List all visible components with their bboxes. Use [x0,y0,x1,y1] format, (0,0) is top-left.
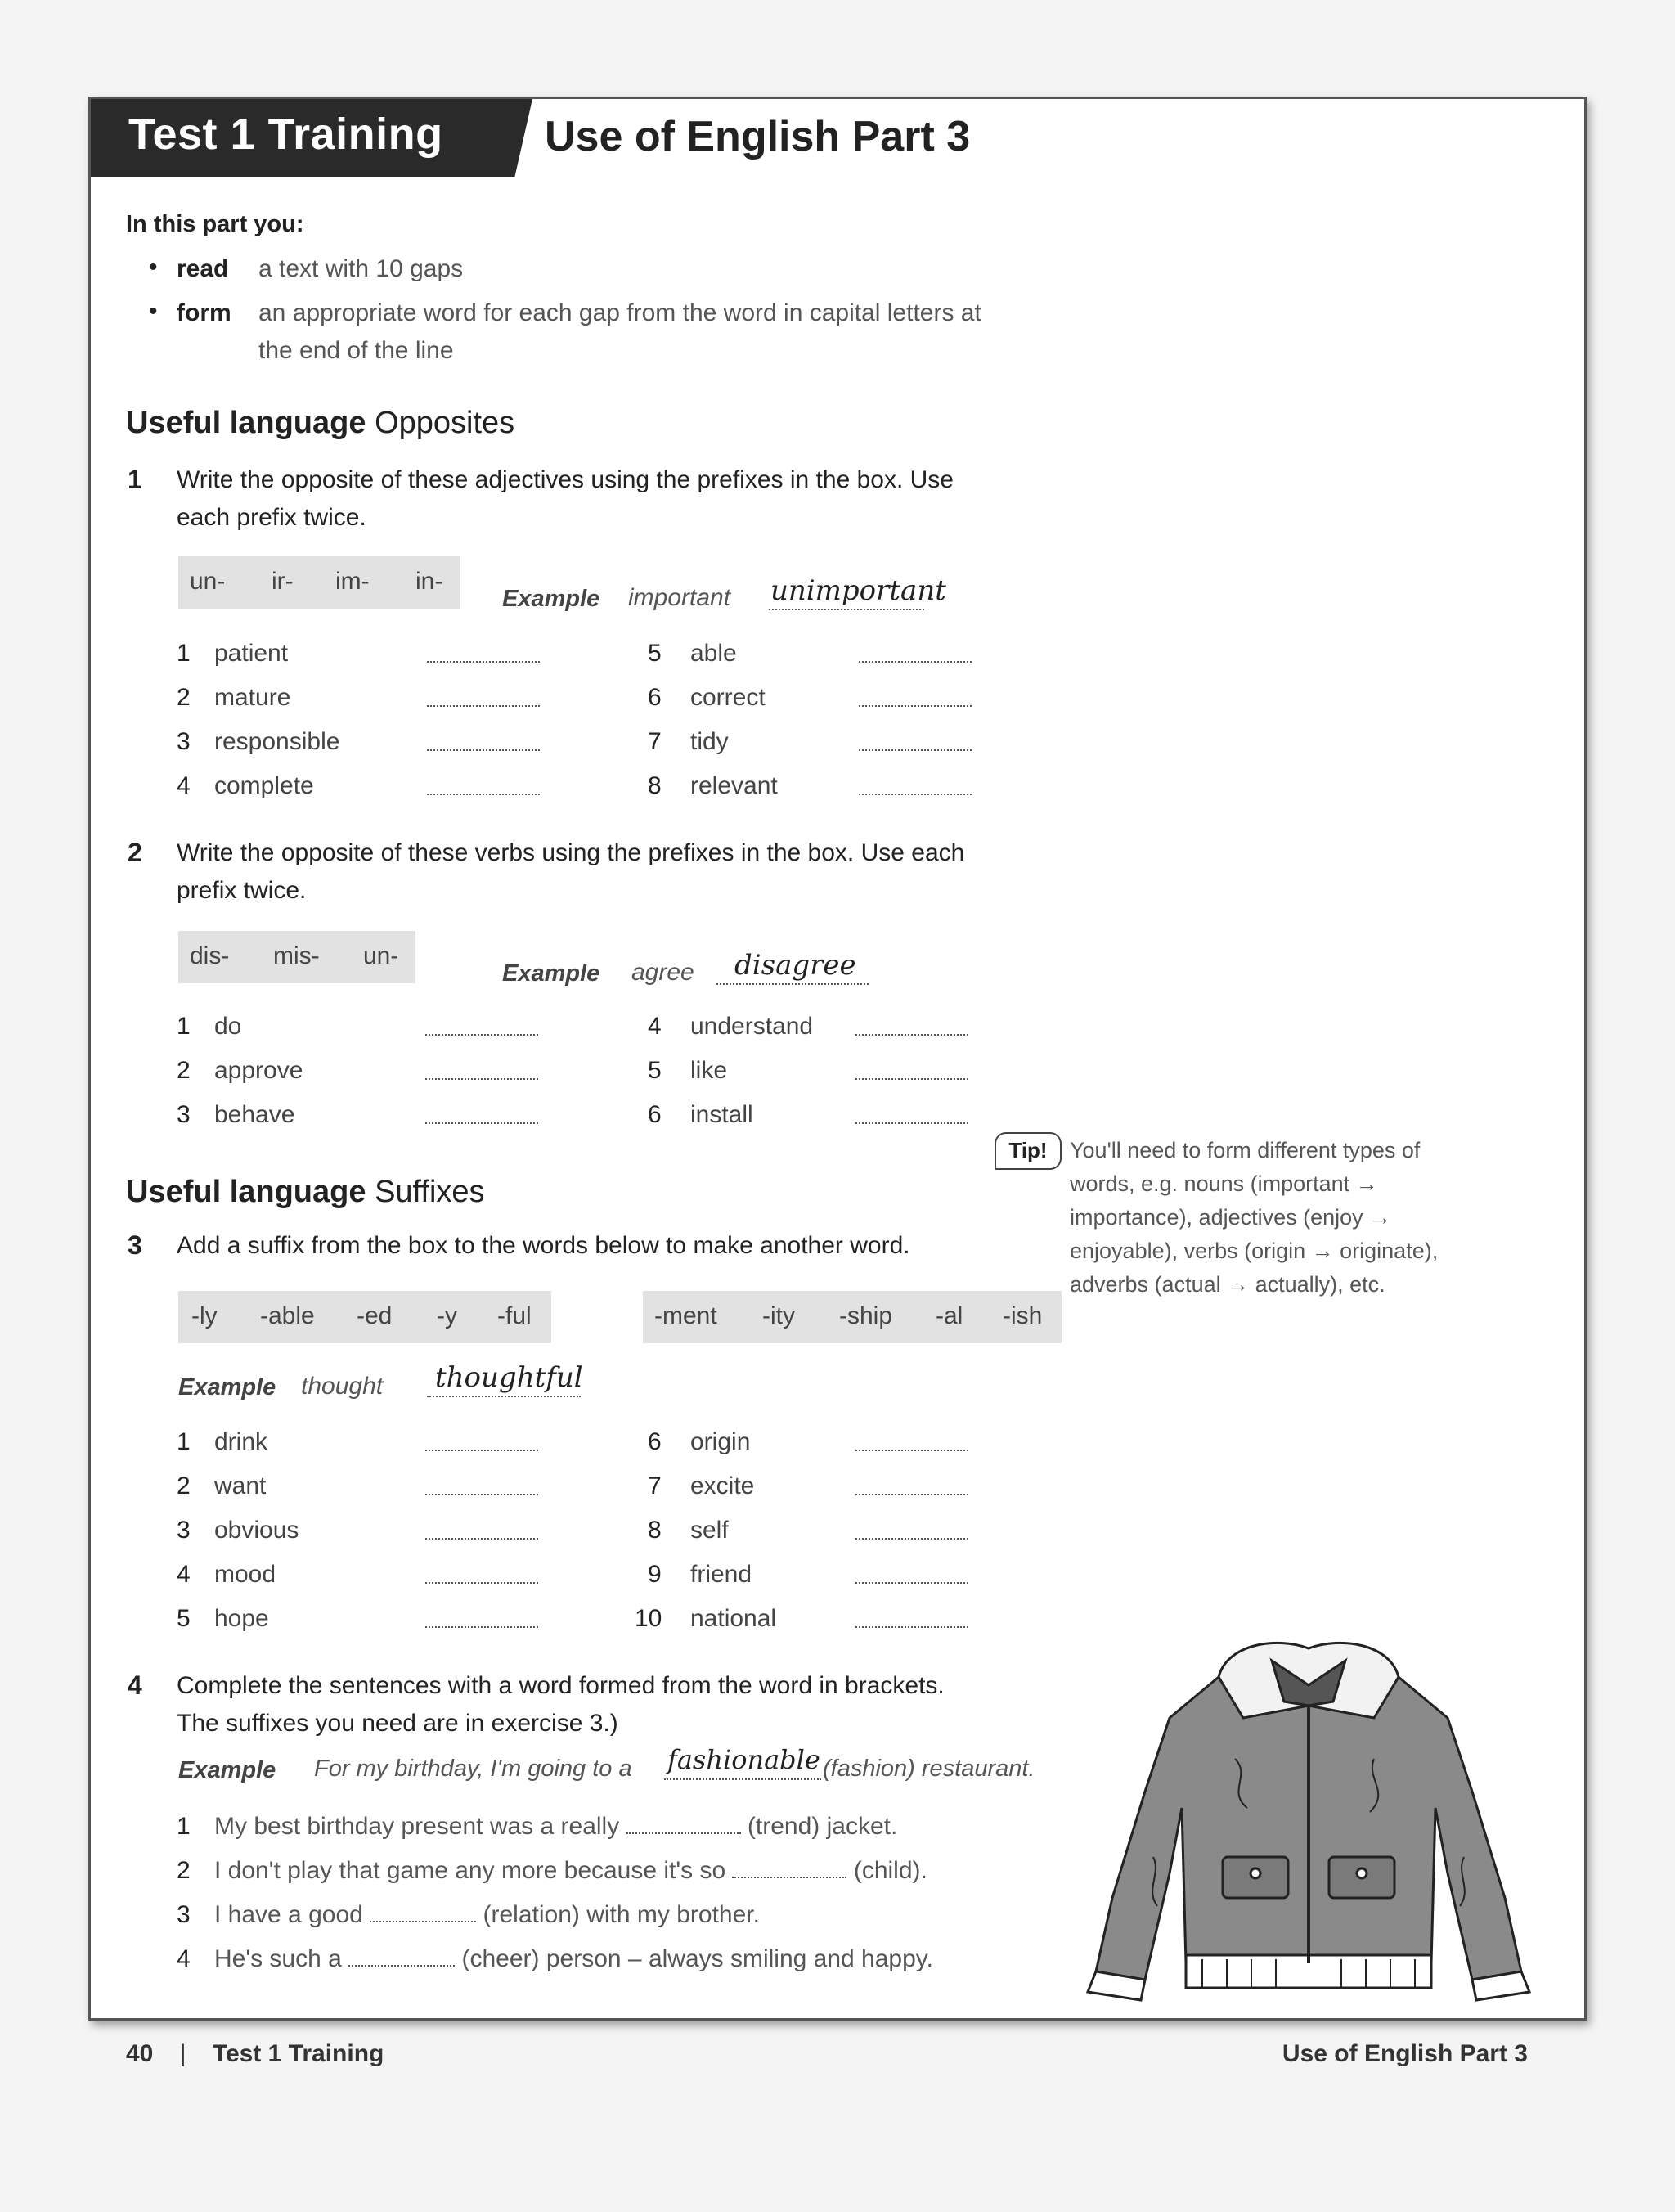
bullet-text-read: a text with 10 gaps [258,255,464,282]
ex4-instruction-1: Complete the sentences with a word formed from the word in brackets. [177,1672,945,1699]
ex3-item-word: self [690,1517,729,1544]
ex3-item-word: want [214,1472,267,1499]
ex1-item-num: 3 [177,728,191,755]
ex1-item-num: 5 [648,640,662,667]
section-heading-suffixes [126,1175,485,1210]
ex3-example-label: Example [178,1374,276,1400]
ex2-item-word: install [690,1101,753,1128]
ex3-example-line [427,1396,581,1397]
ex1-item-word: able [690,640,737,667]
ex3-item-word: mood [214,1561,276,1588]
ex3-instruction: Add a suffix from the box to the words below to make another word. [177,1232,910,1259]
ex3-item-num: 1 [177,1428,191,1455]
prefix-item: ir- [272,568,294,595]
page-number: 40 [126,2040,154,2067]
ex2-instruction-2: prefix twice. [177,877,307,904]
footer-separator: | [179,2040,186,2067]
answer-blank[interactable] [855,1122,968,1124]
ex2-item-word: do [214,1013,242,1040]
ex1-item-word: relevant [690,772,778,799]
header-subtitle: Use of English Part 3 [545,113,971,160]
suffix-item: -ship [839,1302,893,1329]
answer-blank[interactable] [425,1494,538,1495]
suffix-item: -ish [1003,1302,1043,1329]
ex3-suffix-box-2 [643,1291,1062,1343]
ex3-item-num: 5 [177,1605,191,1632]
answer-blank[interactable] [855,1582,968,1584]
ex4-sentence-pre: I don't play that game any more because it's so [214,1857,726,1884]
ex4-example-post: (fashion) restaurant. [823,1756,1035,1782]
ex4-example-pre: For my birthday, I'm going to a [314,1756,632,1782]
ex2-item-word: like [690,1057,728,1084]
ex4-item-num: 1 [177,1813,191,1840]
ex1-item-num: 4 [177,772,191,799]
ex4-sentence-post: (cheer) person – always smiling and happy. [461,1945,933,1972]
answer-blank[interactable] [425,1538,538,1540]
ex4-sentence [214,1945,933,1973]
ex1-example-line [769,609,924,610]
ex4-sentence-pre: He's such a [214,1945,342,1972]
prefix-item: im- [335,568,370,595]
ex3-item-num: 6 [648,1428,662,1455]
ex1-item-num: 1 [177,640,191,667]
ex1-instruction-1: Write the opposite of these adjectives using the prefixes in the box. Use [177,466,954,493]
bullet-verb-read: read [177,255,229,282]
answer-blank[interactable] [855,1626,968,1628]
ex1-item-word: correct [690,684,766,711]
intro-heading: In this part you: [126,211,304,237]
ex3-item-num: 7 [648,1472,662,1499]
answer-blank[interactable] [859,661,972,663]
answer-blank[interactable] [425,1582,538,1584]
section-heading-opposites [126,406,514,441]
ex4-instruction-2: The suffixes you need are in exercise 3.) [177,1710,618,1737]
ex4-sentence-post: (trend) jacket. [747,1813,898,1840]
ex3-item-num: 2 [177,1472,191,1499]
answer-blank[interactable] [425,1078,538,1080]
ex2-item-num: 3 [177,1101,191,1128]
answer-blank[interactable] [425,1450,538,1451]
ex1-item-word: responsible [214,728,340,755]
ex4-sentence-pre: My best birthday present was a really [214,1813,620,1840]
suffix-item: -y [437,1302,457,1329]
ex2-item-num: 1 [177,1013,191,1040]
ex1-example-answer: unimportant [770,574,946,607]
prefix-item: mis- [273,942,320,969]
ex2-number: 2 [128,838,142,867]
ex4-sentence [214,1901,760,1929]
ex2-item-word: understand [690,1013,814,1040]
ex4-item-num: 3 [177,1901,191,1928]
footer-left-label: Test 1 Training [212,2040,384,2067]
section-heading-rest: Suffixes [375,1175,485,1209]
ex4-sentence-pre: I have a good [214,1901,363,1928]
ex3-item-word: obvious [214,1517,299,1544]
bullet-dot: • [149,298,158,325]
ex2-item-num: 2 [177,1057,191,1084]
bullet-verb-form: form [177,299,231,326]
ex3-item-word: origin [690,1428,751,1455]
ex4-sentence-post: (relation) with my brother. [483,1901,760,1928]
suffix-item: -al [936,1302,963,1329]
prefix-item: in- [415,568,443,595]
ex2-example-line [716,983,869,985]
bullet-text-form-2: the end of the line [258,337,454,364]
section-heading-bold: Useful language [126,1175,366,1209]
ex3-item-num: 10 [635,1605,662,1632]
ex1-item-word: mature [214,684,291,711]
jacket-illustration [1063,1628,1554,2004]
ex2-example-answer: disagree [734,949,856,982]
ex1-item-word: complete [214,772,314,799]
answer-blank[interactable] [855,1034,968,1036]
section-heading-bold: Useful language [126,406,366,440]
ex2-example-label: Example [502,960,600,987]
answer-blank[interactable] [859,705,972,707]
answer-blank[interactable] [425,1034,538,1036]
ex1-item-num: 7 [648,728,662,755]
suffix-item: -ed [357,1302,393,1329]
suffix-item: -ful [497,1302,532,1329]
ex4-example-line [664,1778,821,1780]
answer-blank[interactable] [855,1538,968,1540]
answer-blank[interactable] [370,1904,476,1922]
ex3-item-word: drink [214,1428,268,1455]
ex4-item-num: 4 [177,1945,191,1972]
ex1-prefix-box [178,556,460,609]
ex3-example-answer: thoughtful [435,1361,583,1394]
answer-blank[interactable] [427,749,540,751]
suffix-item: -ity [762,1302,795,1329]
ex3-item-word: friend [690,1561,752,1588]
bullet-text-form-1: an appropriate word for each gap from the word in capital letters at [258,299,981,326]
ex4-example-answer: fashionable [667,1744,820,1775]
suffix-item: -ly [191,1302,218,1329]
prefix-item: un- [363,942,399,969]
section-heading-rest: Opposites [375,406,515,440]
answer-blank[interactable] [855,1450,968,1451]
ex4-sentence-post: (child). [853,1857,927,1884]
answer-blank[interactable] [855,1078,968,1080]
ex1-item-num: 2 [177,684,191,711]
suffix-item: -ment [654,1302,717,1329]
ex2-item-num: 6 [648,1101,662,1128]
ex2-item-num: 4 [648,1013,662,1040]
ex3-item-word: national [690,1605,777,1632]
ex4-number: 4 [128,1670,142,1700]
suffix-item: -able [260,1302,315,1329]
header-title: Test 1 Training [128,110,443,159]
ex3-item-word: hope [214,1605,269,1632]
ex2-instruction-1: Write the opposite of these verbs using the prefixes in the box. Use each [177,839,965,866]
ex4-item-num: 2 [177,1857,191,1884]
ex3-item-num: 9 [648,1561,662,1588]
prefix-item: un- [190,568,226,595]
tip-badge: Tip! [995,1132,1062,1170]
answer-blank[interactable] [425,1626,538,1628]
answer-blank[interactable] [855,1494,968,1495]
ex1-example-word: important [628,584,731,611]
ex3-item-num: 4 [177,1561,191,1588]
tip-text: You'll need to form different types of words, e.g. nouns (important → importance), adjectives (enjoy → enjoyable), verbs (origin → originate), adverbs (actual → actually), etc. [1070,1138,1439,1297]
ex1-example-label: Example [502,586,600,612]
ex2-item-num: 5 [648,1057,662,1084]
ex1-item-num: 6 [648,684,662,711]
ex4-example-label: Example [178,1757,276,1783]
answer-blank[interactable] [859,749,972,751]
ex4-sentence [214,1857,927,1885]
footer-left [126,2040,384,2068]
answer-blank[interactable] [427,794,540,795]
answer-blank[interactable] [626,1816,741,1834]
answer-blank[interactable] [425,1122,538,1124]
ex3-suffix-box-1 [178,1291,551,1343]
footer-right-label: Use of English Part 3 [1282,2040,1528,2067]
ex1-item-num: 8 [648,772,662,799]
ex3-item-num: 3 [177,1517,191,1544]
answer-blank[interactable] [859,794,972,795]
ex2-item-word: behave [214,1101,295,1128]
ex2-example-word: agree [631,959,694,986]
ex3-number: 3 [128,1230,142,1260]
ex1-number: 1 [128,465,142,494]
ex4-sentence [214,1813,897,1841]
ex3-item-word: excite [690,1472,755,1499]
ex1-instruction-2: each prefix twice. [177,504,366,531]
answer-blank[interactable] [348,1949,455,1967]
prefix-item: dis- [190,942,230,969]
ex2-item-word: approve [214,1057,303,1084]
ex3-example-word: thought [301,1373,384,1400]
bullet-dot: • [149,254,158,281]
answer-blank[interactable] [732,1860,846,1878]
ex3-item-num: 8 [648,1517,662,1544]
ex1-item-word: patient [214,640,289,667]
ex2-prefix-box [178,931,415,983]
ex1-item-word: tidy [690,728,729,755]
answer-blank[interactable] [427,705,540,707]
answer-blank[interactable] [427,661,540,663]
